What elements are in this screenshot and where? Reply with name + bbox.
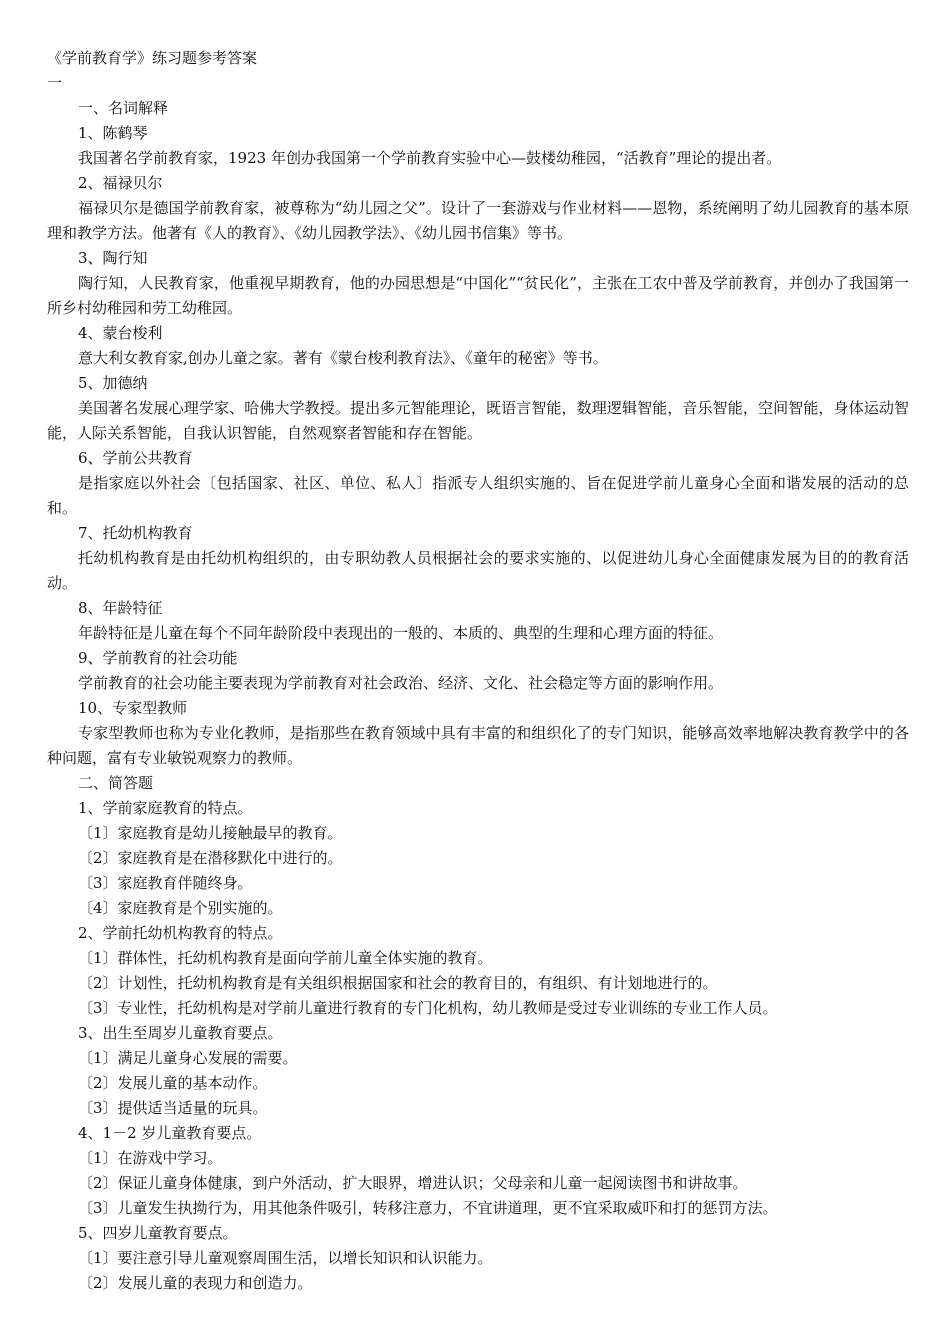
answer-item: 〔1〕要注意引导儿童观察周围生活，以增长知识和认识能力。 bbox=[78, 1249, 493, 1267]
answer-item: 〔2〕家庭教育是在潜移默化中进行的。 bbox=[78, 849, 343, 867]
question-block bbox=[47, 1121, 909, 1221]
definition-text: 学前教育的社会功能主要表现为学前教育对社会政治、经济、文化、社会稳定等方面的影响作用。 bbox=[78, 674, 724, 692]
definition-item bbox=[47, 246, 909, 321]
question-block bbox=[47, 921, 909, 1021]
definition-item bbox=[47, 596, 909, 646]
question-text: 2、学前托幼机构教育的特点。 bbox=[78, 924, 283, 942]
definition-text: 意大利女教育家,创办儿童之家。著有《蒙台梭利教育法》、《童年的秘密》等书。 bbox=[78, 349, 608, 367]
definition-text: 是指家庭以外社会〔包括国家、社区、单位、私人〕指派专人组织实施的、旨在促进学前儿童身心全面和谐发展的活动的总和。 bbox=[47, 474, 909, 517]
answer-item: 〔2〕发展儿童的表现力和创造力。 bbox=[78, 1274, 313, 1292]
answer-item: 〔2〕保证儿童身体健康，到户外活动，扩大眼界，增进认识；父母亲和儿童一起阅读图书和讲故事。 bbox=[78, 1174, 748, 1192]
definition-item bbox=[47, 171, 909, 246]
definition-text: 专家型教师也称为专业化教师，是指那些在教育领域中具有丰富的和组织化了的专门知识，能够高效率地解决教育教学中的各种问题，富有专业敏锐观察力的教师。 bbox=[47, 724, 909, 767]
definition-text: 福禄贝尔是德国学前教育家，被尊称为“幼儿园之父”。设计了一套游戏与作业材料——恩物，系统阐明了幼儿园教育的基本原理和教学方法。他著有《人的教育》、《幼儿园教学法》、《幼儿园书信集》等书。 bbox=[47, 199, 909, 242]
section-heading-definitions: 一、名词解释 bbox=[78, 99, 169, 117]
question-block bbox=[47, 1021, 909, 1121]
definition-term: 9、学前教育的社会功能 bbox=[78, 649, 238, 667]
question-text: 3、出生至周岁儿童教育要点。 bbox=[78, 1024, 283, 1042]
question-text: 1、学前家庭教育的特点。 bbox=[78, 799, 253, 817]
definition-item bbox=[47, 371, 909, 446]
definition-term: 1、陈鹤琴 bbox=[78, 124, 148, 142]
definition-term: 6、学前公共教育 bbox=[78, 449, 193, 467]
answer-item: 〔3〕提供适当适量的玩具。 bbox=[78, 1099, 268, 1117]
answer-item: 〔3〕儿童发生执拗行为，用其他条件吸引，转移注意力，不宜讲道理，更不宜采取威吓和打的惩罚方法。 bbox=[78, 1199, 778, 1217]
definition-item bbox=[47, 646, 909, 696]
question-text: 4、1－2 岁儿童教育要点。 bbox=[78, 1124, 262, 1142]
answer-item: 〔1〕在游戏中学习。 bbox=[78, 1149, 223, 1167]
question-block bbox=[47, 796, 909, 921]
definition-term: 4、蒙台梭利 bbox=[78, 324, 163, 342]
document-page bbox=[47, 46, 909, 1296]
definition-term: 3、陶行知 bbox=[78, 249, 148, 267]
definition-item bbox=[47, 696, 909, 771]
answer-item: 〔1〕家庭教育是幼儿接触最早的教育。 bbox=[78, 824, 343, 842]
definition-term: 7、托幼机构教育 bbox=[78, 524, 193, 542]
answer-item: 〔3〕专业性，托幼机构是对学前儿童进行教育的专门化机构，幼儿教师是受过专业训练的专业工作人员。 bbox=[78, 999, 778, 1017]
answer-item: 〔4〕家庭教育是个别实施的。 bbox=[78, 899, 283, 917]
definition-term: 2、福禄贝尔 bbox=[78, 174, 163, 192]
definition-text: 我国著名学前教育家，1923 年创办我国第一个学前教育实验中心—鼓楼幼稚园，“活教育”理论的提出者。 bbox=[78, 149, 782, 167]
definition-term: 10、专家型教师 bbox=[78, 699, 188, 717]
part-mark: 一 bbox=[47, 74, 63, 92]
definition-item bbox=[47, 521, 909, 596]
question-text: 5、四岁儿童教育要点。 bbox=[78, 1224, 238, 1242]
definition-item bbox=[47, 446, 909, 521]
definition-term: 5、加德纳 bbox=[78, 374, 148, 392]
answer-item: 〔2〕计划性，托幼机构教育是有关组织根据国家和社会的教育目的，有组织、有计划地进行的。 bbox=[78, 974, 718, 992]
definition-text: 美国著名发展心理学家、哈佛大学教授。提出多元智能理论，既语言智能，数理逻辑智能，音乐智能，空间智能，身体运动智能，人际关系智能，自我认识智能，自然观察者智能和存在智能。 bbox=[47, 399, 909, 442]
definition-term: 8、年龄特征 bbox=[78, 599, 163, 617]
answer-item: 〔1〕群体性，托幼机构教育是面向学前儿童全体实施的教育。 bbox=[78, 949, 493, 967]
answer-item: 〔3〕家庭教育伴随终身。 bbox=[78, 874, 253, 892]
answer-item: 〔1〕满足儿童身心发展的需要。 bbox=[78, 1049, 298, 1067]
section-heading-short-answers: 二、简答题 bbox=[78, 774, 154, 792]
answer-item: 〔2〕发展儿童的基本动作。 bbox=[78, 1074, 268, 1092]
definition-text: 托幼机构教育是由托幼机构组织的，由专职幼教人员根据社会的要求实施的、以促进幼儿身心全面健康发展为目的的教育活动。 bbox=[47, 549, 909, 592]
definition-text: 年龄特征是儿童在每个不同年龄阶段中表现出的一般的、本质的、典型的生理和心理方面的特征。 bbox=[78, 624, 724, 642]
question-block bbox=[47, 1221, 909, 1296]
definition-item bbox=[47, 121, 909, 171]
definition-item bbox=[47, 321, 909, 371]
document-title: 《学前教育学》练习题参考答案 bbox=[47, 49, 258, 67]
definition-text: 陶行知，人民教育家，他重视早期教育，他的办园思想是“中国化”“贫民化”，主张在工农中普及学前教育，并创办了我国第一所乡村幼稚园和劳工幼稚园。 bbox=[47, 274, 909, 317]
